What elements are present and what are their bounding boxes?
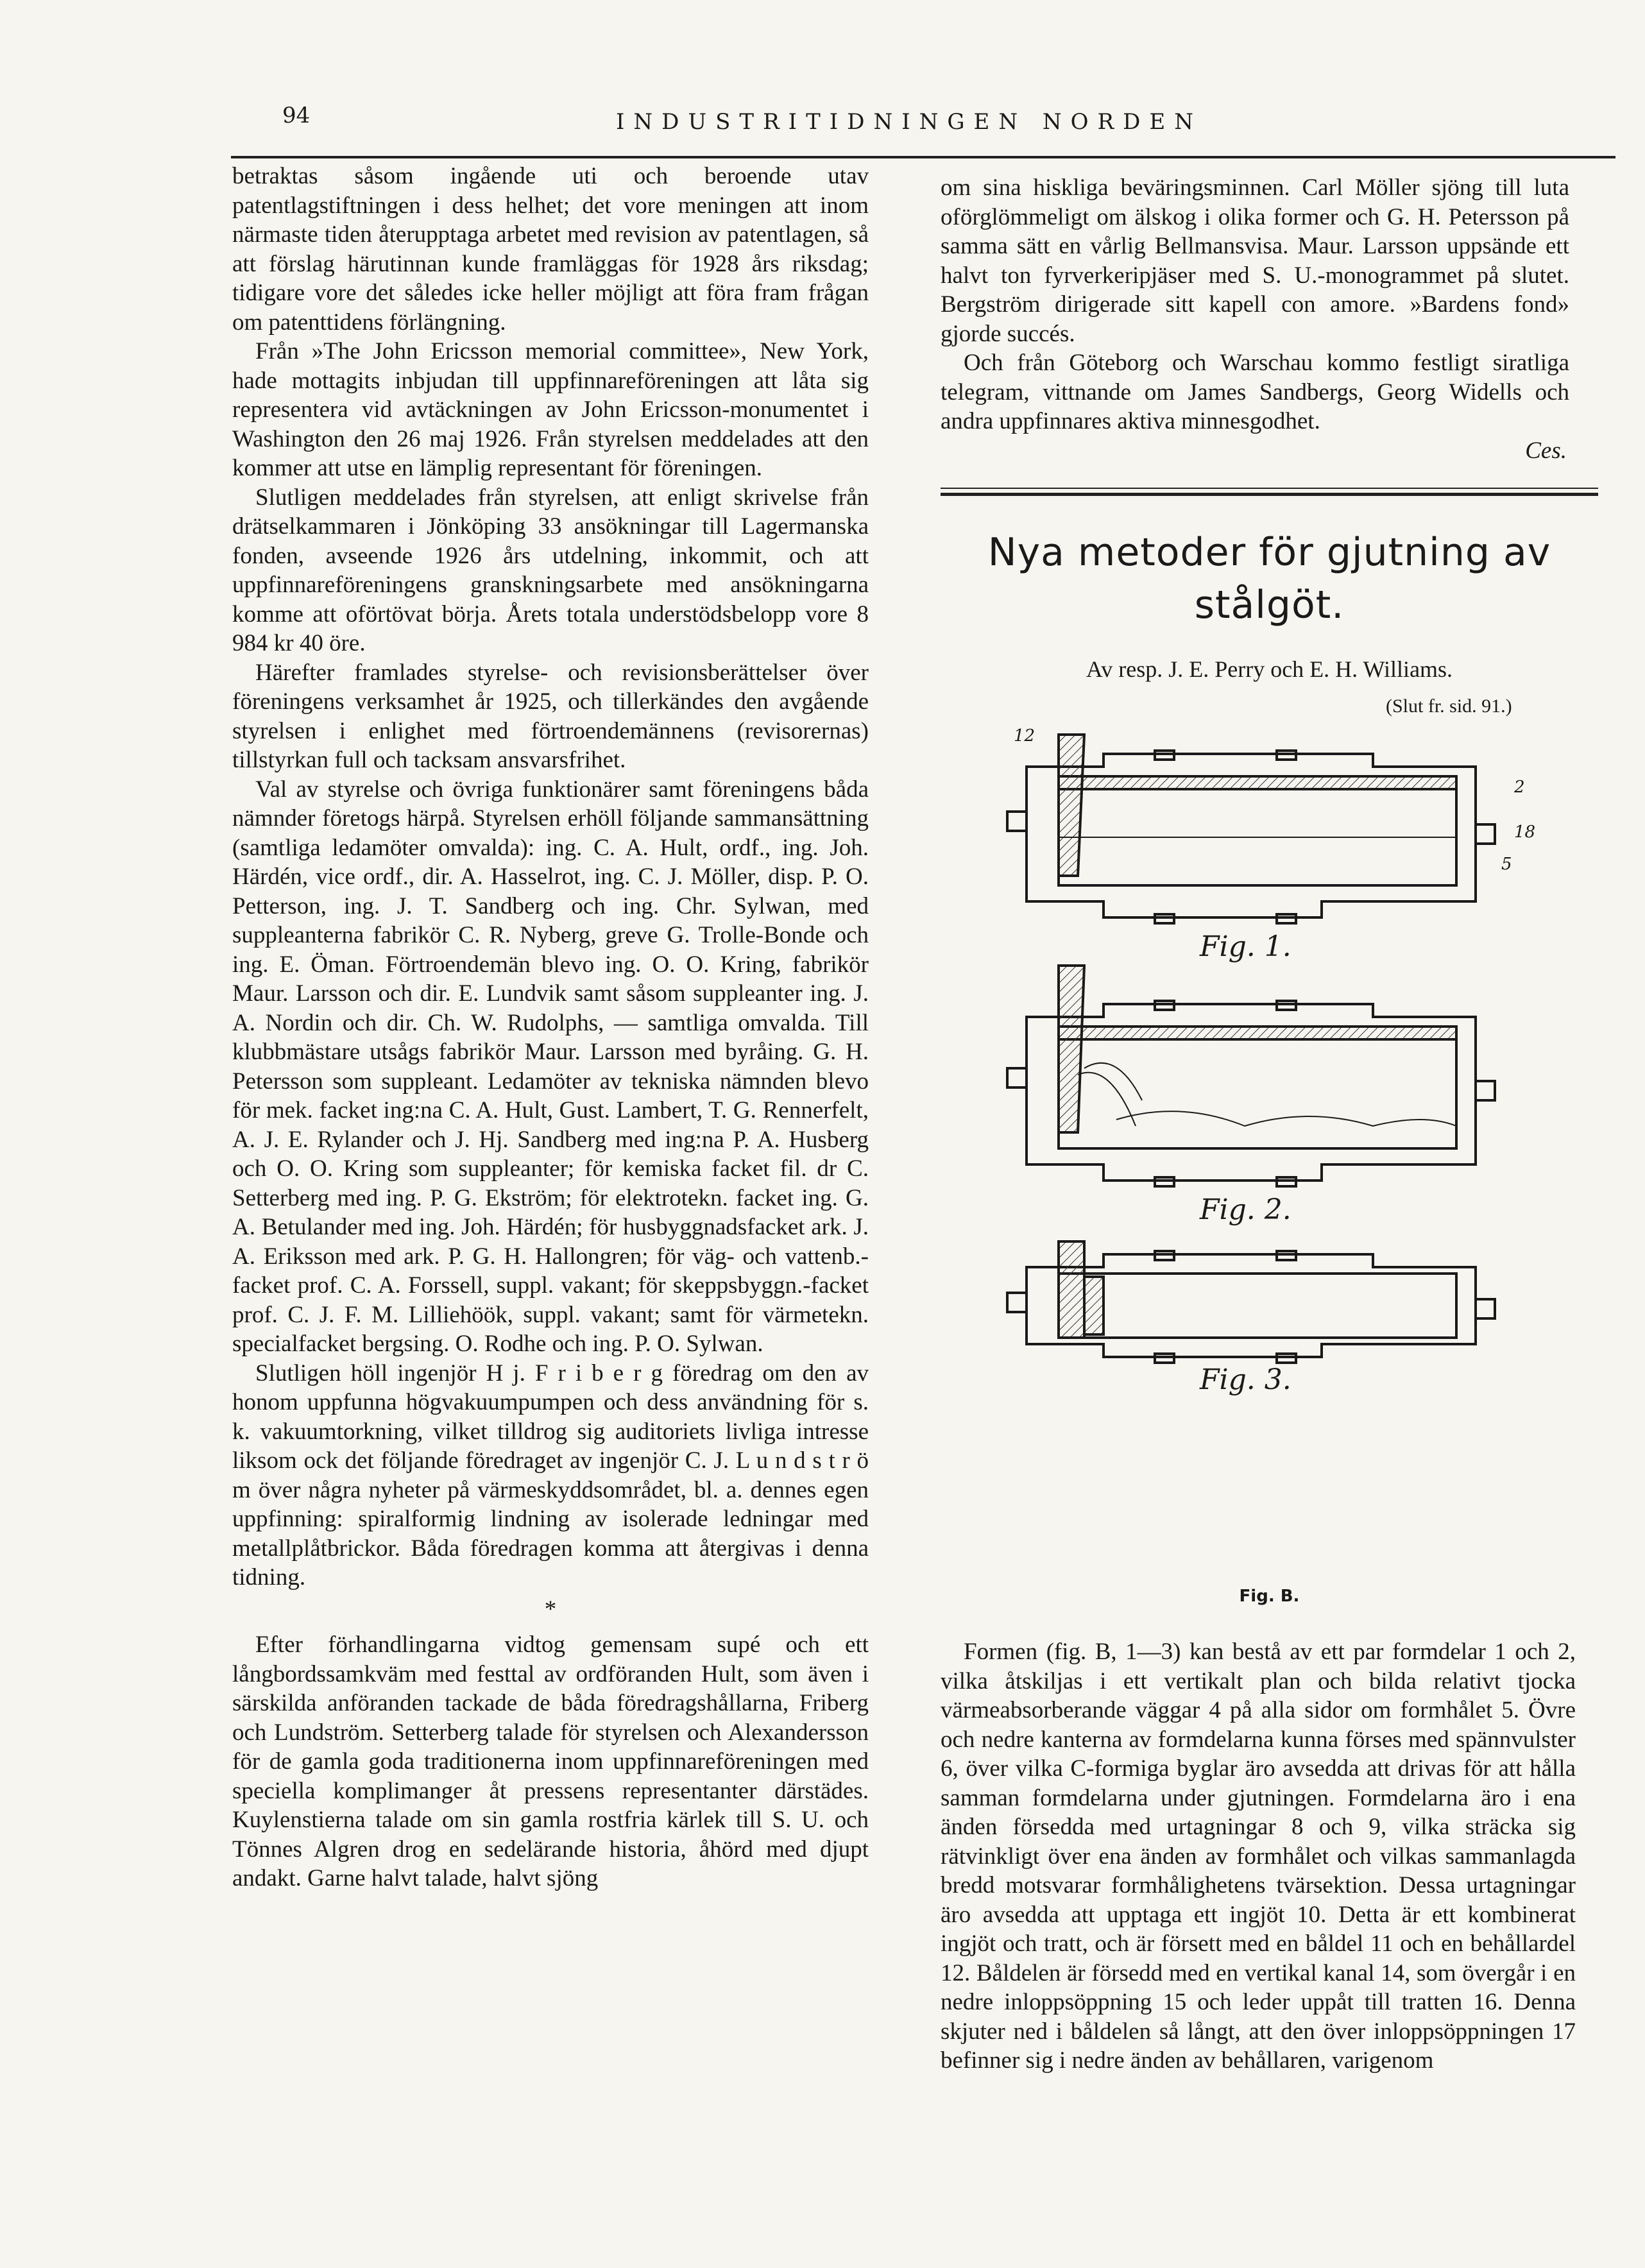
running-title: INDUSTRITIDNINGEN NORDEN (616, 109, 1202, 135)
article-byline: Av resp. J. E. Perry och E. H. Williams. (1086, 656, 1453, 682)
article-title (941, 526, 1598, 631)
fig-2-drawing (1007, 966, 1495, 1186)
fig-3-label: Fig. 3. (1200, 1363, 1291, 1396)
fig-1-label: Fig. 1. (1200, 930, 1291, 963)
svg-text:2: 2 (1514, 778, 1525, 797)
header-rule (231, 156, 1615, 158)
paragraph: betraktas såsom ingående uti och beroende utav patentlagstiftningen i dess helhet; det vore meningen att inom närmaste tiden återupptaga arbetet med revision av patentlagen, så att förslag härutinnan kunde framläggas för 1928 års riksdag; tidigare vore det således icke heller möjligt att föra fram frågan om patenttidens förlängning. (232, 163, 869, 336)
left-column (232, 162, 869, 1893)
paragraph: Formen (fig. B, 1—3) kan bestå av ett par formdelar 1 och 2, vilka åtskiljas i ett vertikalt plan och bilda relativt tjocka värmeabsorberande väggar 4 på alla sidor om formhålet 5. Övre och nedre kanterna av formdelarna kunna förses med spännvulster 6, över vilka C-formiga byglar äro avsedda att drivas för att hålla samman formdelarna under gjutningen. Formdelarna äro i ena änden försedda med urtagningar 8 och 9, vilka sträcka sig rätvinkligt över ena änden av formhålet och vilkas sammanlagda bredd motsvarar formhålighetens tvärsektion. Dessa urtagningar äro avsedda att upptaga ett ingjöt 10. Detta är ett kombinerat ingjöt och tratt, och är försett med en båldel 11 och en behållardel 12. Båldelen är försedd med en vertikal kanal 14, som övergår i en nedre inloppsöppning 15 och leder uppåt till tratten 16. Denna skjuter ned i båldelen så långt, att den över inloppsöppningen 17 befinner sig i nedre änden av behållaren, varigenom (941, 1639, 1576, 2074)
continuation-note: (Slut fr. sid. 91.) (1386, 695, 1512, 717)
paragraph: Slutligen meddelades från styrelsen, att enligt skrivelse från drätselkammaren i Jönköping 33 ansökningar till Lagermanska fonden, avseende 1926 års utdelning, inkommit, och att uppfinnareföreningens granskningsarbete med ansökningarna komme att oförtövat börja. Årets totala understödsbelopp vore 8 984 kr 40 öre. (232, 484, 869, 656)
paragraph: Val av styrelse och övriga funktionärer samt föreningens båda nämnder företogs härpå. Styrelsen erhöll följande sammansättning (samtliga ledamöter omvalda): ing. C. A. Hult, ordf., ing. Joh. Härdén, vice ordf., dir. A. Hasselrot, ing. C. J. Möller, disp. P. O. Petterson, ing. J. T. Sandberg och ing. Chr. Sylwan, med suppleanterna fabrikör C. R. Nyberg, greve G. Trolle-Bonde och ing. E. Öman. Förtroendemän blevo ing. O. O. Kring, fabrikör Maur. Larsson och dir. E. Lundvik samt såsom suppleanter ing. J. A. Nordin och dir. Ch. W. Rudolphs, — samtliga omvalda. Till klubbmästare utsågs fabrikör Maur. Larsson med byråing. G. H. Petersson som suppleant. Ledamöter av tekniska nämnden blevo för mek. facket ing:na C. A. Hult, Gust. Lambert, T. G. Rennerfelt, A. J. E. Rylander och J. Hj. Sandberg med ing:na P. A. Husberg och O. O. Kring som suppleanter; för kemiska facket fil. dr C. Setterberg med ing. P. G. Ekström; för elektrotekn. facket ing. G. A. Betulander med ing. Joh. Härdén; för husbyggnadsfacket ark. J. A. Eriksson med ark. P. G. H. Hallongren; för väg- och vattenb.-facket prof. C. A. Forssell, suppl. vakant; för skeppsbyggn.-facket prof. C. J. F. M. Lilliehöök, suppl. vakant; samt för värmetekn. specialfacket bergsing. O. Rodhe och ing. P. O. Sylwan. (232, 776, 869, 1357)
section-rule (941, 488, 1598, 489)
fig-1-drawing (1007, 726, 1535, 923)
paragraph: Härefter framlades styrelse- och revisionsberättelser över föreningens verksamhet år 1925, och tillerkändes den avgående styrelsen i enlighet med förtroendemännens (revisorernas) tillstyrkan full och tacksam ansvarsfrihet. (232, 659, 869, 773)
svg-text:18: 18 (1514, 823, 1536, 842)
section-rule (941, 493, 1598, 496)
page-number: 94 (282, 103, 311, 128)
paragraph: om sina hiskliga beväringsminnen. Carl Möller sjöng till luta oförglömmeligt om älskog i olika former och G. H. Petersson på samma sätt en vårlig Bellmansvisa. Maur. Larsson uppsände ett halvt ton fyrverkeripjäser med S. U.-monogrammet på slutet. Bergström dirigerade sitt kapell con amore. »Bardens fond» gjorde succés. (941, 175, 1569, 347)
fig-3-drawing (1007, 1241, 1495, 1363)
fig-2-label: Fig. 2. (1200, 1193, 1291, 1226)
figure-caption: Fig. B. (1239, 1587, 1300, 1606)
section-ornament: * (544, 1596, 557, 1623)
paragraph: Efter förhandlingarna vidtog gemensam supé och ett långbordssamkväm med festtal av ordföranden Hult, som även i särskilda anföranden tackade de båda föredragshållarna, Friberg och Lundström. Setterberg talade för styrelsen och Alexandersson för de gamla goda traditionerna inom uppfinnareföreningen med speciella komplimanger åt pressens representanter därstädes. Kuylenstierna talade om sin gamla rostfria kärlek till S. U. och Tönnes Algren drog en sedelärande historia, åhörd med djupt andakt. Garne halvt talade, halvt sjöng (232, 1632, 869, 1891)
paragraph: Och från Göteborg och Warschau kommo festligt siratliga telegram, vittnande om James Sandbergs, Georg Widells och andra uppfinnares aktiva minnesgodhet. (941, 350, 1569, 434)
svg-text:12: 12 (1014, 726, 1036, 746)
svg-text:5: 5 (1501, 855, 1512, 874)
right-column-top (941, 173, 1569, 465)
paragraph: Från »The John Ericsson memorial committee», New York, hade mottagits inbjudan till uppfinnareföreningen att låta sig representera vid avtäckningen av John Ericsson-monumentet i Washington den 26 maj 1926. Från styrelsen meddelades att den kommer att utse en lämplig representant för föreningen. (232, 338, 869, 481)
paragraph: Slutligen höll ingenjör H j. F r i b e r g föredrag om den av honom uppfunna högvakuumpumpen och dess användning för s. k. vakuumtorkning, vilket tilldrog sig auditoriets livliga intresse liksom ock det följande föredraget av ingenjör C. J. L u n d s t r ö m över några nyheter på värmeskyddsområdet, bl. a. dennes egen uppfinning: spiralformig lindning av isolerade ledningar med metallplåtbrickor. Båda föredragen komma att återgivas i denna tidning. (232, 1360, 869, 1590)
author-signature: Ces. (1525, 437, 1567, 464)
article-title-line: Nya metoder för gjutning av (987, 530, 1551, 575)
mould-figure (988, 722, 1565, 1396)
article-title-line: stålgöt. (1194, 583, 1345, 627)
article-body (941, 1637, 1576, 2076)
